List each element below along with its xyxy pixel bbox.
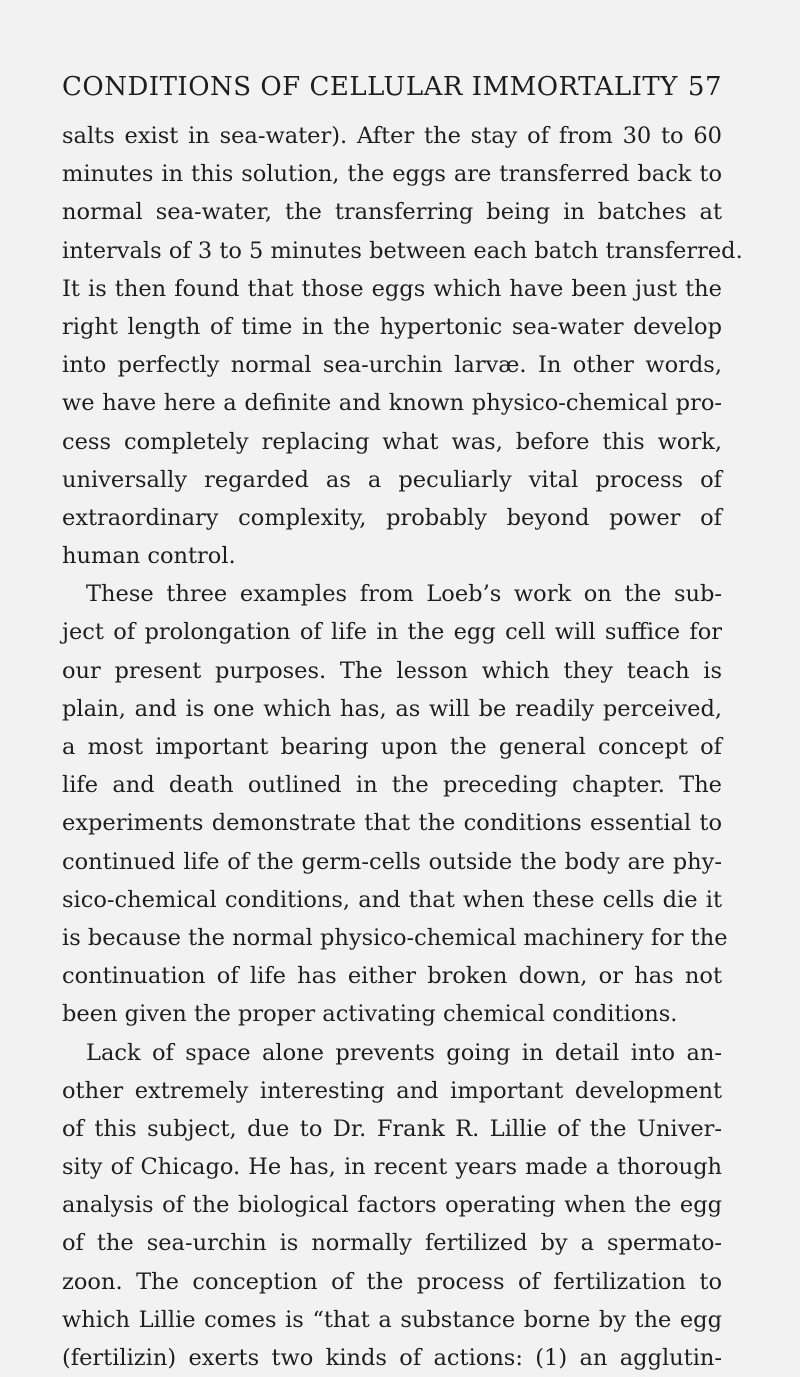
- text-line-paragraph-end: been given the proper activating chemical conditions.: [62, 1001, 678, 1028]
- text-line: of this subject, due to Dr. Frank R. Lillie of the Univer-: [62, 1115, 722, 1142]
- text-line: into perfectly normal sea-urchin larvæ. In other words,: [62, 352, 722, 379]
- text-line: experiments demonstrate that the conditions essential to: [62, 810, 722, 837]
- text-line: analysis of the biological factors operating when the egg: [62, 1192, 722, 1219]
- body-text: [62, 117, 743, 1377]
- text-line: intervals of 3 to 5 minutes between each batch transferred.: [62, 237, 743, 264]
- text-line: continued life of the germ-cells outside the body are phy-: [62, 848, 722, 875]
- text-line: salts exist in sea-water). After the stay of from 30 to 60: [62, 123, 722, 149]
- text-line-paragraph-start: Lack of space alone prevents going in detail into an-: [86, 1039, 722, 1066]
- text-line: sico-chemical conditions, and that when these cells die it: [62, 886, 722, 913]
- text-line: universally regarded as a peculiarly vital process of: [62, 466, 722, 493]
- text-line: sity of Chicago. He has, in recent years made a thorough: [62, 1154, 722, 1181]
- text-line: a most important bearing upon the general concept of: [62, 734, 722, 760]
- text-line: normal sea-water, the transferring being in batches at: [62, 199, 722, 226]
- text-line: of the sea-urchin is normally fertilized by a spermato-: [62, 1230, 722, 1257]
- text-line: plain, and is one which has, as will be readily perceived,: [62, 695, 722, 722]
- text-line: is because the normal physico-chemical machinery for the: [62, 924, 728, 951]
- text-line: right length of time in the hypertonic sea-water develop: [62, 313, 722, 340]
- text-line: which Lillie comes is “that a substance borne by the egg: [62, 1306, 722, 1333]
- running-title: CONDITIONS OF CELLULAR IMMORTALITY: [62, 72, 678, 102]
- text-line: we have here a definite and known physico-chemical pro-: [62, 390, 722, 417]
- text-line: ject of prolongation of life in the egg cell will suffice for: [62, 619, 722, 646]
- text-line: zoon. The conception of the process of fertilization to: [62, 1268, 722, 1295]
- text-line: continuation of life has either broken down, or has not: [62, 963, 722, 990]
- text-line: our present purposes. The lesson which they teach is: [62, 657, 722, 684]
- running-head: [62, 72, 722, 112]
- text-line: minutes in this solution, the eggs are transferred back to: [62, 161, 722, 188]
- page-number: 57: [687, 72, 722, 102]
- text-line-paragraph-start: These three examples from Loeb’s work on the sub-: [86, 581, 722, 608]
- text-line: cess completely replacing what was, before this work,: [62, 428, 722, 455]
- text-line: It is then found that those eggs which have been just the: [62, 275, 722, 302]
- text-line: life and death outlined in the preceding chapter. The: [62, 772, 722, 799]
- text-line: extraordinary complexity, probably beyond power of: [62, 504, 722, 531]
- text-line: other extremely interesting and important development: [62, 1077, 722, 1104]
- text-line-paragraph-end: human control.: [62, 543, 236, 570]
- text-line: (fertilizin) exerts two kinds of actions: (1) an agglutin-: [62, 1345, 722, 1371]
